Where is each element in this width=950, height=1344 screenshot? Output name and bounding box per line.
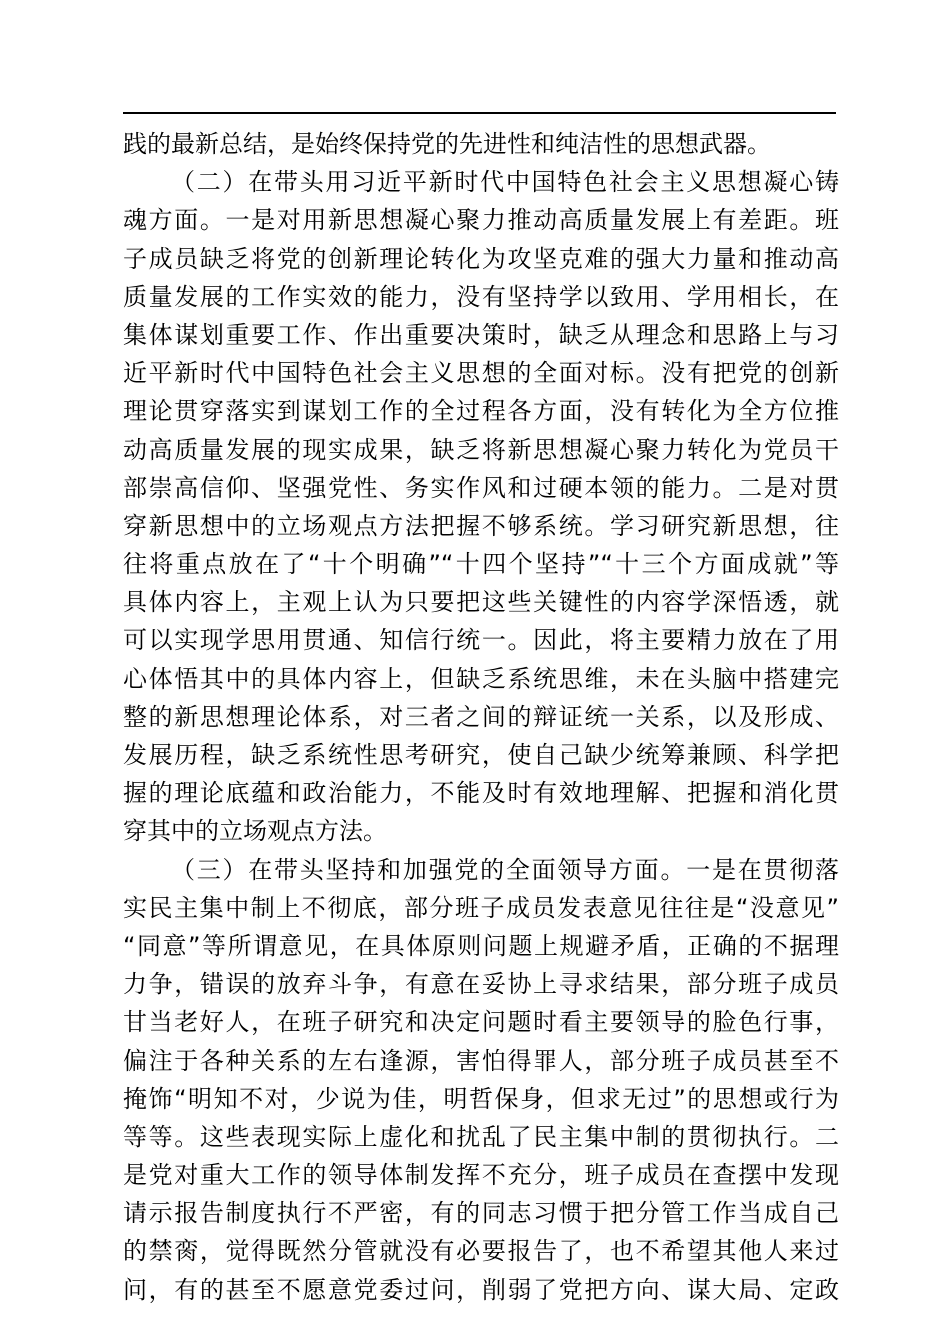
text-line: 穿新思想中的立场观点方法把握不够系统。学习研究新思想，往: [123, 511, 839, 540]
text-line: 理论贯穿落实到谋划工作的全过程各方面，没有转化为全方位推: [123, 397, 839, 426]
text-line: 整的新思想理论体系，对三者之间的辩证统一关系，以及形成、: [123, 702, 839, 731]
text-line: 部崇高信仰、坚强党性、务实作风和过硬本领的能力。二是对贯: [123, 473, 839, 502]
text-line: 践的最新总结，是始终保持党的先进性和纯洁性的思想武器。: [123, 130, 771, 158]
text-line: 问，有的甚至不愿意党委过问，削弱了党把方向、谋大局、定政: [123, 1275, 839, 1304]
text-line: 偏注于各种关系的左右逢源，害怕得罪人，部分班子成员甚至不: [123, 1046, 839, 1075]
text-line: 心体悟其中的具体内容上，但缺乏系统思维，未在头脑中搭建完: [123, 664, 839, 693]
text-line: 具体内容上，主观上认为只要把这些关键性的内容学深悟透，就: [123, 588, 839, 617]
text-line: 子成员缺乏将党的创新理论转化为攻坚克难的强大力量和推动高: [123, 244, 839, 273]
header-rule: [123, 112, 836, 114]
text-line: 往将重点放在了“十个明确”“十四个坚持”“十三个方面成就”等: [123, 550, 839, 579]
text-line: 动高质量发展的现实成果，缺乏将新思想凝心聚力转化为党员干: [123, 435, 839, 464]
text-line: 穿其中的立场观点方法。: [123, 817, 387, 846]
text-line: 请示报告制度执行不严密，有的同志习惯于把分管工作当成自己: [123, 1199, 839, 1228]
text-line: 质量发展的工作实效的能力，没有坚持学以致用、学用相长，在: [123, 282, 839, 311]
text-line: （三）在带头坚持和加强党的全面领导方面。一是在贯彻落: [171, 855, 839, 884]
text-line: （二）在带头用习近平新时代中国特色社会主义思想凝心铸: [171, 168, 839, 197]
text-line: 发展历程，缺乏系统性思考研究，使自己缺少统筹兼顾、科学把: [123, 741, 839, 769]
text-line: 的禁脔，觉得既然分管就没有必要报告了，也不希望其他人来过: [123, 1237, 839, 1266]
text-line: “同意”等所谓意见，在具体原则问题上规避矛盾，正确的不据理: [123, 931, 839, 960]
text-line: 握的理论底蕴和政治能力，不能及时有效地理解、把握和消化贯: [123, 779, 839, 808]
text-line: 可以实现学思用贯通、知信行统一。因此，将主要精力放在了用: [123, 626, 839, 655]
text-line: 实民主集中制上不彻底，部分班子成员发表意见往往是“没意见”: [123, 893, 839, 922]
text-line: 掩饰“明知不对，少说为佳，明哲保身，但求无过”的思想或行为: [123, 1084, 839, 1113]
text-line: 甘当老好人，在班子研究和决定问题时看主要领导的脸色行事，: [123, 1008, 839, 1037]
text-line: 近平新时代中国特色社会主义思想的全面对标。没有把党的创新: [123, 359, 839, 388]
text-line: 等等。这些表现实际上虚化和扰乱了民主集中制的贯彻执行。二: [123, 1122, 839, 1151]
text-line: 力争，错误的放弃斗争，有意在妥协上寻求结果，部分班子成员: [123, 970, 839, 999]
document-body: [123, 126, 839, 1310]
text-line: 魂方面。一是对用新思想凝心聚力推动高质量发展上有差距。班: [123, 206, 839, 235]
text-line: 是党对重大工作的领导体制发挥不充分，班子成员在查摆中发现: [123, 1161, 839, 1190]
text-line: 集体谋划重要工作、作出重要决策时，缺乏从理念和思路上与习: [123, 320, 839, 349]
